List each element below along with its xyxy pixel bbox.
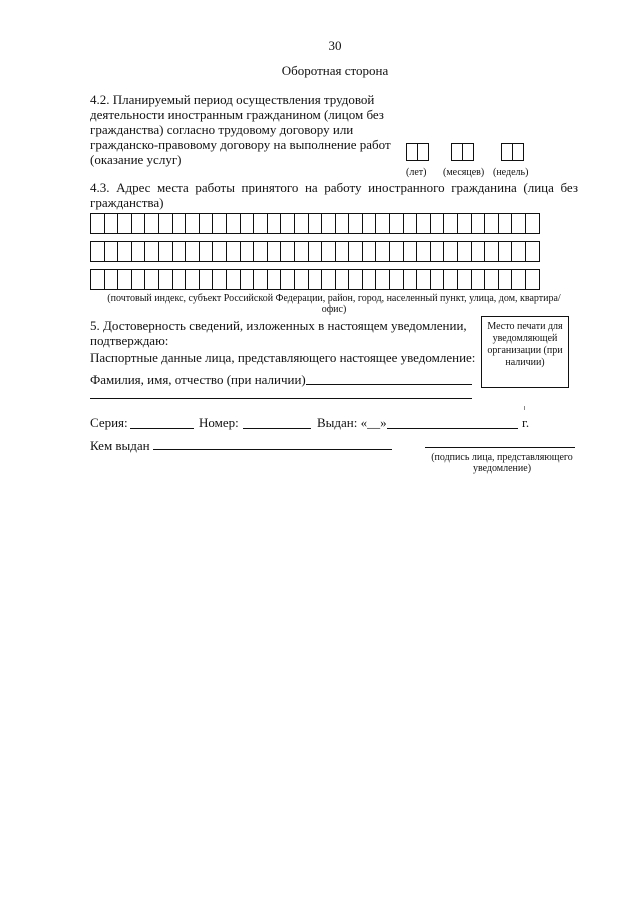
address-char-cell[interactable] bbox=[484, 269, 499, 290]
address-char-cell[interactable] bbox=[525, 213, 540, 234]
address-char-cell[interactable] bbox=[362, 241, 377, 262]
address-char-cell[interactable] bbox=[267, 241, 282, 262]
address-char-cell[interactable] bbox=[144, 241, 159, 262]
address-char-cell[interactable] bbox=[498, 213, 513, 234]
address-char-cell[interactable] bbox=[443, 213, 458, 234]
address-char-cell[interactable] bbox=[348, 213, 363, 234]
address-char-cell[interactable] bbox=[158, 213, 173, 234]
address-char-cell[interactable] bbox=[212, 213, 227, 234]
address-char-cell[interactable] bbox=[362, 269, 377, 290]
address-char-cell[interactable] bbox=[240, 213, 255, 234]
address-char-cell[interactable] bbox=[185, 213, 200, 234]
address-char-cell[interactable] bbox=[430, 241, 445, 262]
section-4-2-text: 4.2. Планируемый период осуществления трудовой деятельности иностранным гражданином (лицом без гражданства) согласно трудовому договору или гражданско-правовому договору на выполнение работ (оказание услуг) bbox=[90, 92, 391, 167]
address-char-cell[interactable] bbox=[430, 213, 445, 234]
stamp-text: Место печати для уведомляющей организации (при наличии) bbox=[487, 321, 563, 368]
address-char-cell[interactable] bbox=[403, 241, 418, 262]
address-char-cell[interactable] bbox=[172, 213, 187, 234]
address-char-cell[interactable] bbox=[199, 213, 214, 234]
address-char-cell[interactable] bbox=[403, 269, 418, 290]
issued-label: Выдан: «__» bbox=[317, 415, 387, 430]
address-char-cell[interactable] bbox=[117, 269, 132, 290]
address-char-cell[interactable] bbox=[294, 269, 309, 290]
number-label: Номер: bbox=[199, 415, 239, 430]
address-char-cell[interactable] bbox=[321, 269, 336, 290]
weeks-label: (недель) bbox=[493, 167, 529, 178]
address-char-cell[interactable] bbox=[117, 241, 132, 262]
fio-label: Фамилия, имя, отчество (при наличии) bbox=[90, 372, 306, 387]
address-char-cell[interactable] bbox=[172, 241, 187, 262]
address-char-cell[interactable] bbox=[131, 213, 146, 234]
fio-field-continued[interactable] bbox=[90, 398, 472, 399]
address-char-cell[interactable] bbox=[104, 213, 119, 234]
address-char-cell[interactable] bbox=[212, 269, 227, 290]
address-char-cell[interactable] bbox=[172, 269, 187, 290]
address-char-cell[interactable] bbox=[280, 213, 295, 234]
address-char-cell[interactable] bbox=[226, 241, 241, 262]
address-char-cell[interactable] bbox=[389, 213, 404, 234]
address-char-cell[interactable] bbox=[294, 213, 309, 234]
address-char-cell[interactable] bbox=[308, 241, 323, 262]
scan-artifact bbox=[524, 406, 525, 410]
address-char-cell[interactable] bbox=[321, 241, 336, 262]
address-char-cell[interactable] bbox=[308, 269, 323, 290]
address-char-cell[interactable] bbox=[416, 213, 431, 234]
address-char-cell[interactable] bbox=[253, 241, 268, 262]
address-char-cell[interactable] bbox=[389, 241, 404, 262]
year-suffix: г. bbox=[522, 415, 530, 430]
address-char-cell[interactable] bbox=[117, 213, 132, 234]
address-char-cell[interactable] bbox=[253, 269, 268, 290]
address-char-cell[interactable] bbox=[375, 241, 390, 262]
address-char-cell[interactable] bbox=[158, 241, 173, 262]
issued-by-label: Кем выдан bbox=[90, 438, 150, 453]
address-char-cell[interactable] bbox=[321, 213, 336, 234]
address-char-cell[interactable] bbox=[90, 241, 105, 262]
address-char-cell[interactable] bbox=[280, 241, 295, 262]
address-char-cell[interactable] bbox=[498, 269, 513, 290]
page-side-title: Оборотная сторона bbox=[281, 63, 389, 78]
address-char-cell[interactable] bbox=[294, 241, 309, 262]
address-char-cell[interactable] bbox=[131, 241, 146, 262]
stamp-box bbox=[481, 316, 569, 388]
address-char-cell[interactable] bbox=[471, 213, 486, 234]
address-char-cell[interactable] bbox=[430, 269, 445, 290]
address-char-cell[interactable] bbox=[240, 269, 255, 290]
address-char-cell[interactable] bbox=[348, 241, 363, 262]
address-char-cell[interactable] bbox=[457, 241, 472, 262]
months-digit-2[interactable] bbox=[462, 143, 474, 161]
address-char-cell[interactable] bbox=[144, 213, 159, 234]
address-char-cell[interactable] bbox=[226, 269, 241, 290]
address-char-cell[interactable] bbox=[525, 241, 540, 262]
address-char-cell[interactable] bbox=[403, 213, 418, 234]
page-number: 30 bbox=[328, 38, 342, 53]
address-char-cell[interactable] bbox=[511, 241, 526, 262]
address-char-cell[interactable] bbox=[511, 269, 526, 290]
address-char-cell[interactable] bbox=[185, 269, 200, 290]
series-field[interactable] bbox=[130, 428, 194, 429]
address-hint: (почтовый индекс, субъект Российской Федерации, район, город, населенный пункт, улица, дом, квартира/офис) bbox=[107, 293, 561, 315]
address-char-cell[interactable] bbox=[185, 241, 200, 262]
address-char-cell[interactable] bbox=[308, 213, 323, 234]
fio-field[interactable] bbox=[306, 384, 472, 385]
number-field[interactable] bbox=[243, 428, 311, 429]
address-char-cell[interactable] bbox=[335, 241, 350, 262]
section-5-text: 5. Достоверность сведений, изложенных в настоящем уведомлении, подтверждаю: bbox=[90, 318, 467, 348]
address-char-cell[interactable] bbox=[511, 213, 526, 234]
years-label: (лет) bbox=[406, 167, 427, 178]
address-char-cell[interactable] bbox=[348, 269, 363, 290]
address-char-cell[interactable] bbox=[280, 269, 295, 290]
address-char-cell[interactable] bbox=[457, 213, 472, 234]
signature-field[interactable] bbox=[425, 447, 575, 448]
address-char-cell[interactable] bbox=[226, 213, 241, 234]
address-char-cell[interactable] bbox=[199, 241, 214, 262]
address-char-cell[interactable] bbox=[240, 241, 255, 262]
address-row-2 bbox=[90, 241, 539, 262]
address-char-cell[interactable] bbox=[457, 269, 472, 290]
address-char-cell[interactable] bbox=[144, 269, 159, 290]
address-char-cell[interactable] bbox=[90, 269, 105, 290]
address-char-cell[interactable] bbox=[443, 241, 458, 262]
address-char-cell[interactable] bbox=[416, 269, 431, 290]
address-char-cell[interactable] bbox=[267, 269, 282, 290]
weeks-digit-2[interactable] bbox=[512, 143, 524, 161]
address-char-cell[interactable] bbox=[484, 241, 499, 262]
signature-caption: (подпись лица, представляющего уведомление) bbox=[431, 452, 573, 474]
address-char-cell[interactable] bbox=[525, 269, 540, 290]
address-char-cell[interactable] bbox=[471, 269, 486, 290]
address-char-cell[interactable] bbox=[335, 213, 350, 234]
address-char-cell[interactable] bbox=[375, 269, 390, 290]
address-char-cell[interactable] bbox=[267, 213, 282, 234]
series-label: Серия: bbox=[90, 415, 128, 430]
address-char-cell[interactable] bbox=[199, 269, 214, 290]
address-char-cell[interactable] bbox=[362, 213, 377, 234]
address-row-1 bbox=[90, 213, 539, 234]
address-char-cell[interactable] bbox=[253, 213, 268, 234]
section-4-3-text: 4.3. Адрес места работы принятого на работу иностранного гражданина (лица без гражданства) bbox=[90, 180, 578, 210]
years-digit-2[interactable] bbox=[417, 143, 429, 161]
address-char-cell[interactable] bbox=[471, 241, 486, 262]
address-char-cell[interactable] bbox=[484, 213, 499, 234]
months-label: (месяцев) bbox=[443, 167, 485, 178]
address-char-cell[interactable] bbox=[416, 241, 431, 262]
address-char-cell[interactable] bbox=[335, 269, 350, 290]
address-char-cell[interactable] bbox=[104, 241, 119, 262]
address-char-cell[interactable] bbox=[90, 213, 105, 234]
address-char-cell[interactable] bbox=[104, 269, 119, 290]
address-char-cell[interactable] bbox=[212, 241, 227, 262]
passport-label: Паспортные данные лица, представляющего настоящее уведомление: bbox=[90, 350, 476, 365]
address-char-cell[interactable] bbox=[389, 269, 404, 290]
address-char-cell[interactable] bbox=[131, 269, 146, 290]
address-char-cell[interactable] bbox=[498, 241, 513, 262]
issued-date-field[interactable] bbox=[387, 428, 518, 429]
issued-by-field[interactable] bbox=[153, 449, 392, 450]
address-row-3 bbox=[90, 269, 539, 290]
address-char-cell[interactable] bbox=[158, 269, 173, 290]
address-char-cell[interactable] bbox=[443, 269, 458, 290]
address-char-cell[interactable] bbox=[375, 213, 390, 234]
